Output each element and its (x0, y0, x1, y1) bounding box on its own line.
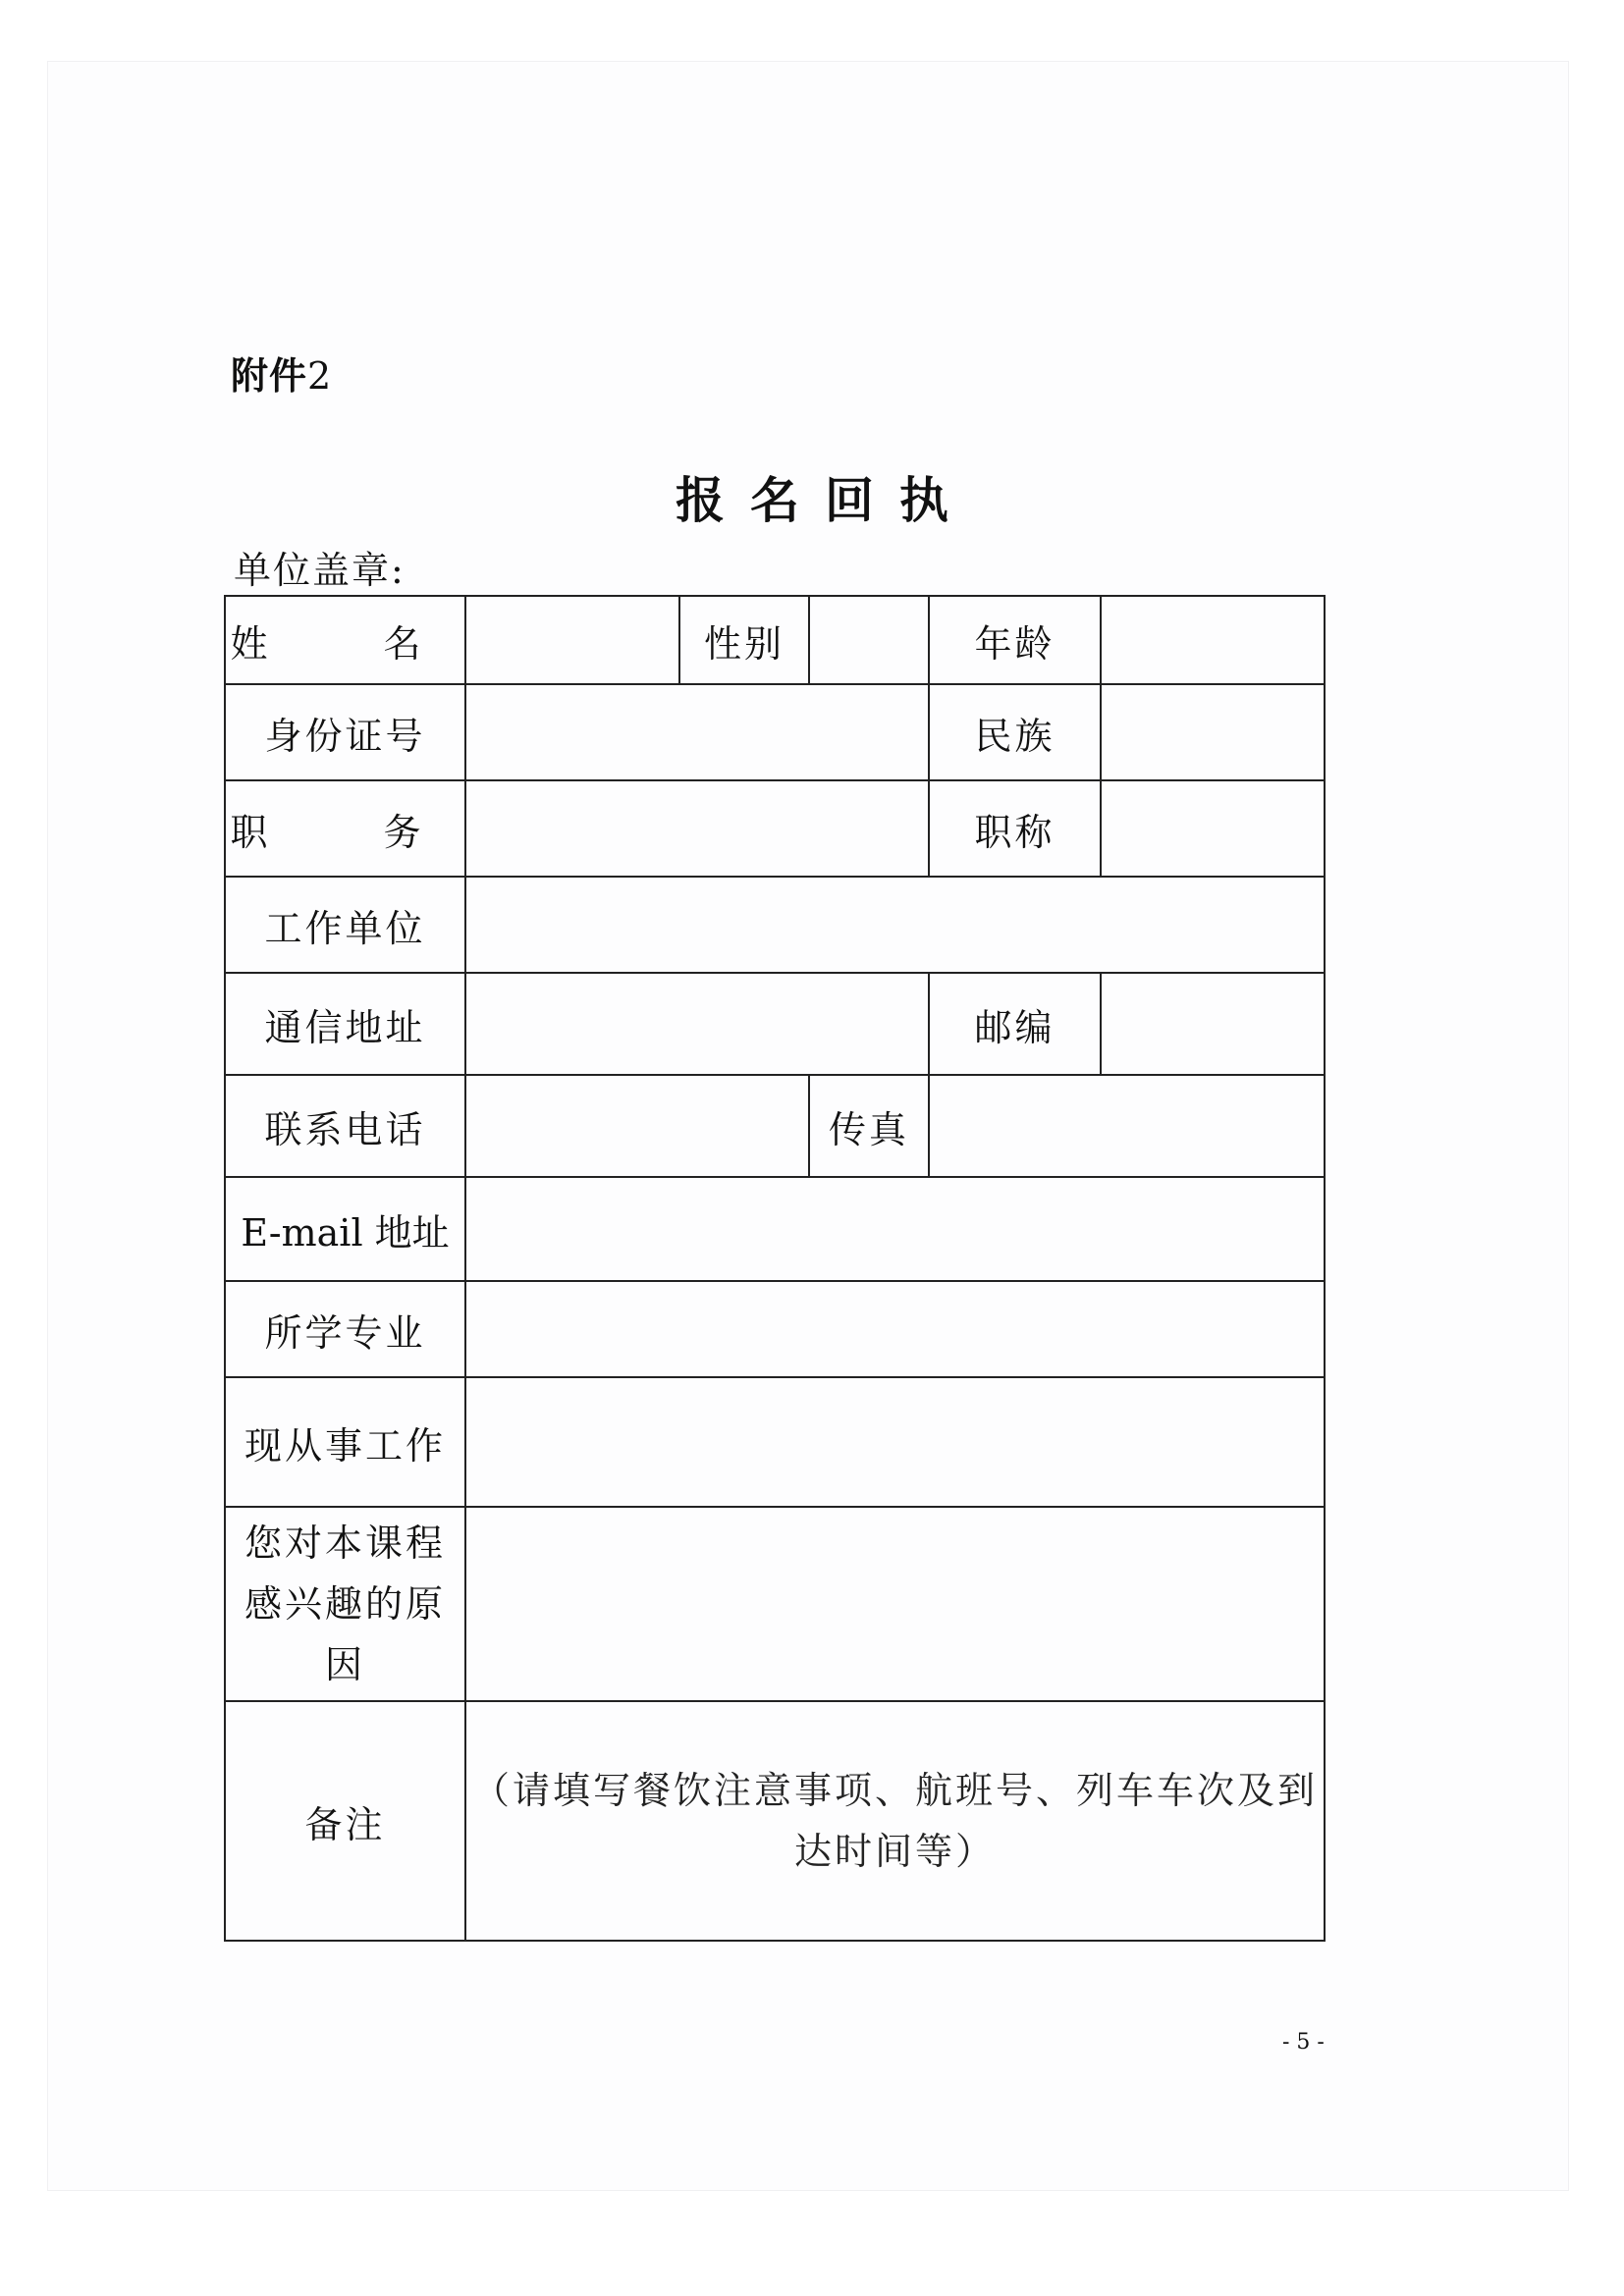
id-number-label: 身份证号 (225, 684, 465, 780)
phone-label: 联系电话 (225, 1075, 465, 1177)
address-field[interactable] (465, 973, 929, 1075)
age-field[interactable] (1101, 596, 1325, 684)
attachment-label: 附件 (231, 353, 308, 398)
attachment-heading (231, 346, 332, 400)
position-label: 职 务 (225, 780, 465, 877)
professional-title-label: 职称 (929, 780, 1101, 877)
major-label: 所学专业 (225, 1281, 465, 1377)
gender-label: 性别 (679, 596, 809, 684)
employer-label: 工作单位 (225, 877, 465, 973)
employer-field[interactable] (465, 877, 1325, 973)
form-row-employer (225, 877, 1325, 973)
fax-field[interactable] (929, 1075, 1325, 1177)
professional-title-field[interactable] (1101, 780, 1325, 877)
remarks-field[interactable] (465, 1701, 1325, 1941)
major-field[interactable] (465, 1281, 1325, 1377)
remarks-hint: （请填写餐饮注意事项、航班号、列车车次及到达时间等） (471, 1769, 1318, 1873)
form-row-email (225, 1177, 1325, 1281)
age-label: 年龄 (929, 596, 1101, 684)
name-field[interactable] (465, 596, 679, 684)
attachment-number: 2 (307, 354, 333, 398)
seal-label: 单位盖章: (234, 549, 406, 592)
form-row-id (225, 684, 1325, 780)
position-field[interactable] (465, 780, 929, 877)
remarks-label: 备注 (225, 1701, 465, 1941)
registration-form (224, 595, 1326, 1942)
postcode-label: 邮编 (929, 973, 1101, 1075)
phone-field[interactable] (465, 1075, 809, 1177)
current-work-label: 现从事工作 (225, 1377, 465, 1507)
page-number: - 5 - (1282, 2030, 1325, 2055)
ethnicity-label: 民族 (929, 684, 1101, 780)
form-row-reason (225, 1507, 1325, 1701)
interest-reason-label: 您对本课程感兴趣的原因 (225, 1507, 465, 1701)
gender-field[interactable] (809, 596, 929, 684)
form-row-remarks (225, 1701, 1325, 1941)
form-row-name (225, 596, 1325, 684)
form-row-phone (225, 1075, 1325, 1177)
ethnicity-field[interactable] (1101, 684, 1325, 780)
email-field[interactable] (465, 1177, 1325, 1281)
email-label: E-mail 地址 (225, 1177, 465, 1281)
fax-label: 传真 (809, 1075, 929, 1177)
form-row-current-work (225, 1377, 1325, 1507)
form-row-position (225, 780, 1325, 877)
address-label: 通信地址 (225, 973, 465, 1075)
postcode-field[interactable] (1101, 973, 1325, 1075)
name-label: 姓 名 (225, 596, 465, 684)
interest-reason-field[interactable] (465, 1507, 1325, 1701)
current-work-field[interactable] (465, 1377, 1325, 1507)
id-number-field[interactable] (465, 684, 929, 780)
form-row-address (225, 973, 1325, 1075)
page-title: 报名回执 (676, 471, 974, 529)
form-row-major (225, 1281, 1325, 1377)
